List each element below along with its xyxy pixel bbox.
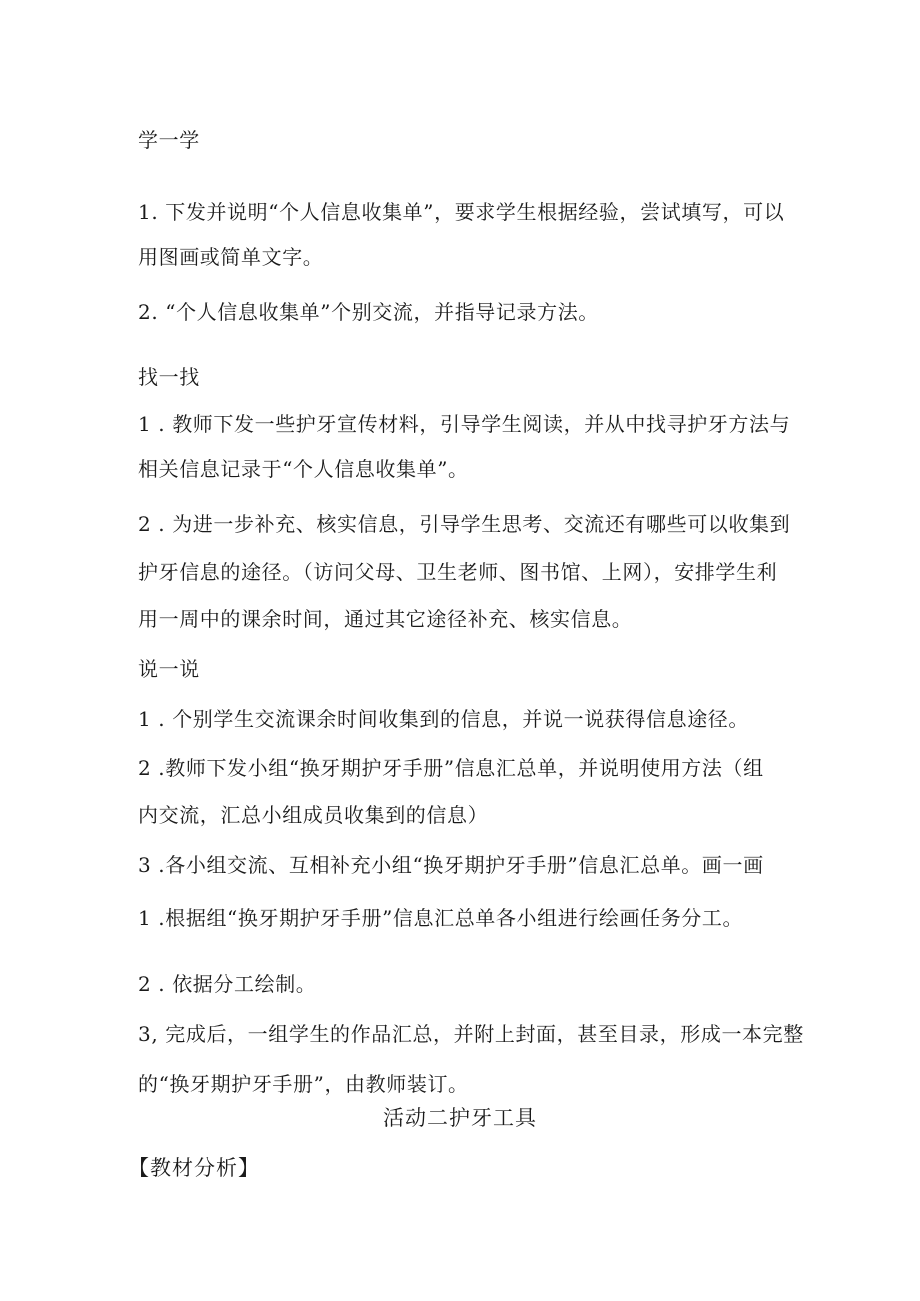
section-title-zhao: 找一找 xyxy=(138,365,200,389)
shuo-item2-line2: 内交流，汇总小组成员收集到的信息） xyxy=(138,803,489,827)
hua-item3-line1: 3, 完成后，一组学生的作品汇总，并附上封面，甚至目录，形成一本完整 xyxy=(138,1022,804,1046)
shuo-item1: 1 . 个别学生交流课余时间收集到的信息，并说一说获得信息途径。 xyxy=(138,707,749,731)
zhao-item2-line3: 用一周中的课余时间，通过其它途径补充、核实信息。 xyxy=(138,607,633,631)
analysis-heading: 【教材分析】 xyxy=(128,1156,260,1180)
section-title-xue: 学一学 xyxy=(138,128,200,152)
xue-item2: 2. “个人信息收集单”个别交流，并指导记录方法。 xyxy=(138,300,599,324)
hua-item2: 2 . 依据分工绘制。 xyxy=(138,972,317,996)
hua-item1: 1 .根据组“换牙期护牙手册”信息汇总单各小组进行绘画任务分工。 xyxy=(138,906,744,930)
shuo-item2-line1: 2 .教师下发小组“换牙期护牙手册”信息汇总单，并说明使用方法（组 xyxy=(138,756,764,780)
zhao-item2-line1: 2 . 为进一步补充、核实信息，引导学生思考、交流还有哪些可以收集到 xyxy=(138,512,791,536)
hua-item3-line2: 的“换牙期护牙手册”，由教师装订。 xyxy=(138,1072,469,1096)
activity-title: 活动二护牙工具 xyxy=(383,1106,537,1130)
section-title-shuo: 说一说 xyxy=(138,657,200,681)
xue-item1-line2: 用图画或简单文字。 xyxy=(138,245,324,269)
zhao-item1-line1: 1 . 教师下发一些护牙宣传材料，引导学生阅读，并从中找寻护牙方法与 xyxy=(138,412,791,436)
shuo-item3: 3 .各小组交流、互相补充小组“换牙期护牙手册”信息汇总单。画一画 xyxy=(138,853,764,877)
xue-item1-line1: 1. 下发并说明“个人信息收集单”，要求学生根据经验，尝试填写，可以 xyxy=(138,200,785,224)
zhao-item1-line2: 相关信息记录于“个人信息收集单”。 xyxy=(138,457,469,481)
zhao-item2-line2: 护牙信息的途径。（访问父母、卫生老师、图书馆、上网），安排学生利 xyxy=(138,560,778,584)
